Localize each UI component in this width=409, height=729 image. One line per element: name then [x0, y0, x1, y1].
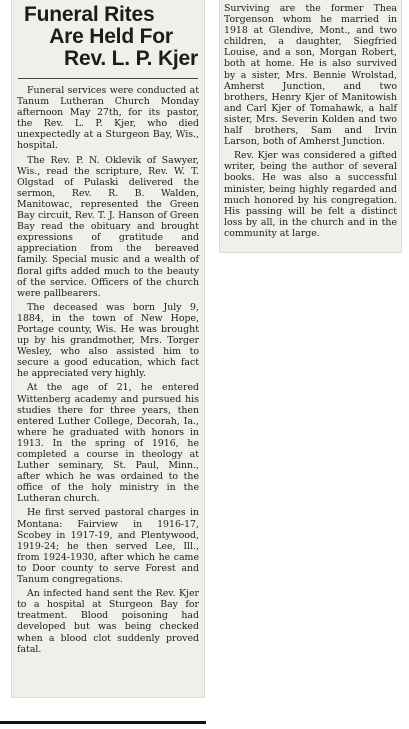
obituary-clipping-left-column — [12, 0, 204, 697]
paragraph-pastoral-charges: He first served pastoral charges in Montana: Fairview in 1916-17, Scobey in 1917-19, and Plentywood, 1919-24; he then served Lee, Ill., from 1924-1930, after which he came to Door county to serve Forest and Tanum congregations. — [17, 507, 199, 586]
paragraph-education: At the age of 21, he entered Wittenberg academy and pursued his studies there for three years, then entered Luther College, Decorah, Ia., where he graduated with honors in 1913. In the spring of 1916, he completed a course in theology at Luther seminary, St. Paul, Minn., after which he was ordained to the office of the holy ministry in the Lutheran church. — [17, 382, 199, 505]
paragraph-survivors: Surviving are the former Thea Torgenson whom he married in 1918 at Glendive, Mont., and two children, a daughter, Siegfried Louise, and a son, Morgan Robert, both at home. He is also survived by a sister, Mrs. Bennie Wrolstad, Amherst Junction, and two brothers, Henry Kjer of Manitowish and Carl Kjer of Tomahawk, a half sister, Mrs. Severin Kolden and two half brothers, Sam and Irvin Larson, both of Amherst Junction. — [224, 3, 397, 148]
headline-line-2: Are Held For — [49, 25, 173, 48]
paragraph-legacy: Rev. Kjer was considered a gifted writer, being the author of several books. He was also a successful minister, being highly regarded and much honored by his congregation. His passing will be felt a distinct loss by all, in the church and in the community at large. — [224, 150, 397, 239]
obituary-clipping-right-column — [220, 0, 401, 252]
paragraph-officiants: The Rev. P. N. Oklevik of Sawyer, Wis., read the scripture, Rev. W. T. Olgstad of Pulaski delivered the sermon, Rev. R. B. Walden, Manitowac, represented the Green Bay circuit, Rev. T. J. Hanson of Green Bay read the obituary and brought expressions of gratitude and appreciation from the bereaved family. Special music and a wealth of floral gifts added much to the beauty of the service. Officers of the church were pallbearers. — [17, 154, 199, 299]
paragraph-services: Funeral services were conducted at Tanum Lutheran Church Monday afternoon May 27th, for its pastor, the Rev. L. P. Kjer, who died unexpectedly at a Sturgeon Bay, Wis., hospital. — [17, 85, 199, 152]
bottom-border-bar — [0, 721, 206, 724]
paragraph-death: An infected hand sent the Rev. Kjer to a hospital at Sturgeon Bay for treatment. Blood poisoning had developed but was being checked when a blood clot suddenly proved fatal. — [17, 588, 199, 655]
headline-line-1: Funeral Rites — [24, 3, 155, 26]
paragraph-birth: The deceased was born July 9, 1884, in the town of New Hope, Portage county, Wis. He was brought up by his grandmother, Mrs. Torger Wesley, who also assisted him to secure a good education, which fact he appreciated very highly. — [17, 301, 199, 380]
headline — [24, 4, 198, 70]
headline-divider — [18, 78, 198, 79]
headline-line-3: Rev. L. P. Kjer — [64, 47, 198, 70]
